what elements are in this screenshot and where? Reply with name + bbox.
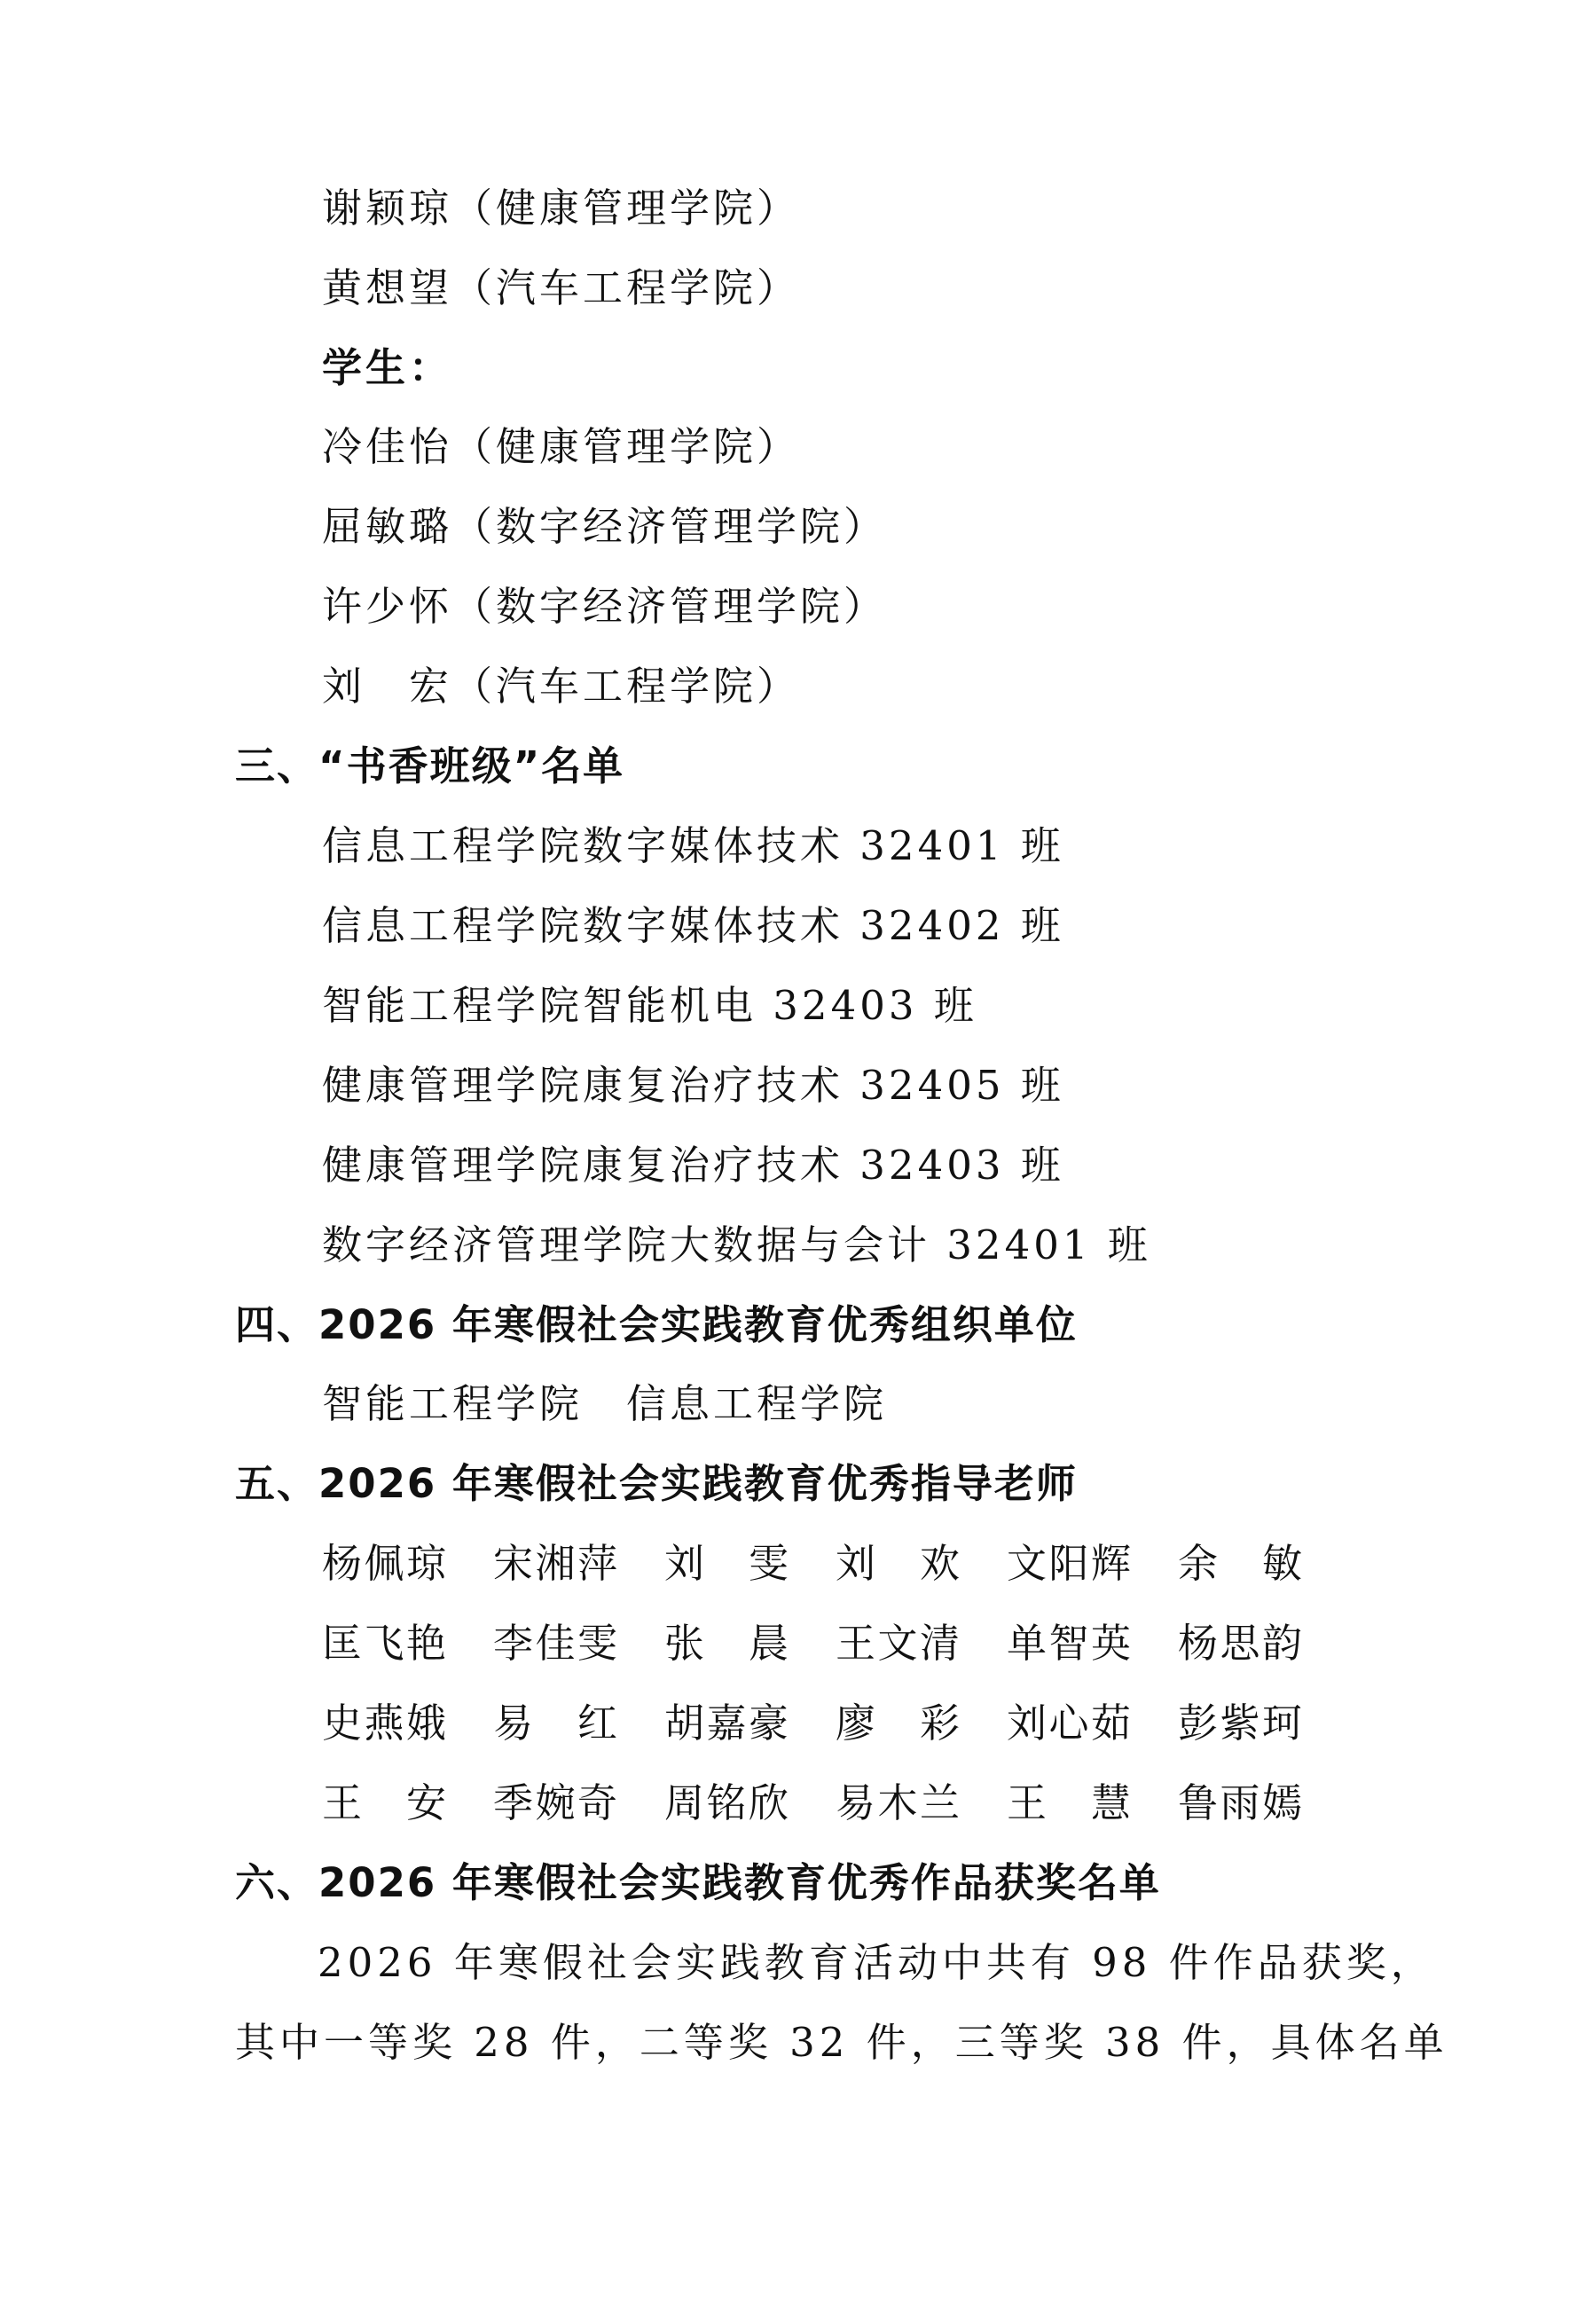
advisor-name: 史 燕 娥: [322, 1700, 446, 1747]
advisor-name: 杨 佩 琼: [322, 1540, 446, 1587]
advisor-name: 季 婉 奇: [493, 1779, 617, 1826]
award-paragraph-line: 2026 年寒假社会实践教育活动中共有 98 件作品获奖，: [318, 1939, 1435, 1986]
advisor-name: 彭 紫 珂: [1178, 1700, 1302, 1747]
advisor-name: 刘 欢: [836, 1540, 960, 1587]
section-5-heading: 五、2026 年寒假社会实践教育优秀指导老师: [235, 1460, 1078, 1507]
advisor-name-grid: [322, 1537, 1342, 1857]
advisor-name: 刘 雯: [664, 1540, 789, 1587]
advisor-name: 匡 飞 艳: [322, 1620, 446, 1667]
advisor-name: 杨 思 韵: [1178, 1620, 1302, 1667]
class-entry: 信息工程学院数字媒体技术 32402 班: [322, 902, 1064, 949]
advisor-name: 王 文 清: [836, 1620, 960, 1667]
advisor-name: 文 阳 辉: [1007, 1540, 1131, 1587]
teacher-entry: 谢颖琼（健康管理学院）: [322, 185, 801, 232]
advisor-name: 张 晨: [664, 1620, 789, 1667]
advisor-name: 刘 心 茹: [1007, 1700, 1131, 1747]
advisor-name: 宋 湘 萍: [493, 1540, 617, 1587]
student-entry: 冷佳怡（健康管理学院）: [322, 423, 801, 470]
class-entry: 智能工程学院智能机电 32403 班: [322, 982, 977, 1029]
section-3-heading: 三、“书香班级”名单: [235, 742, 625, 789]
advisor-name: 王 安: [322, 1779, 446, 1826]
student-entry: 屈敏璐（数字经济管理学院）: [322, 503, 888, 550]
advisor-name: 单 智 英: [1007, 1620, 1131, 1667]
section-4-heading: 四、2026 年寒假社会实践教育优秀组织单位: [235, 1301, 1078, 1348]
advisor-name: 鲁 雨 嫣: [1178, 1779, 1302, 1826]
student-entry: 刘 宏（汽车工程学院）: [322, 663, 801, 710]
teacher-entry: 黄想望（汽车工程学院）: [322, 264, 801, 311]
students-label: 学生：: [322, 344, 453, 391]
class-entry: 数字经济管理学院大数据与会计 32401 班: [322, 1221, 1151, 1268]
section-6-heading: 六、2026 年寒假社会实践教育优秀作品获奖名单: [235, 1859, 1161, 1906]
advisor-name: 易 木 兰: [836, 1779, 960, 1826]
advisor-name: 余 敏: [1178, 1540, 1302, 1587]
student-entry: 许少怀（数字经济管理学院）: [322, 583, 888, 630]
class-entry: 信息工程学院数字媒体技术 32401 班: [322, 822, 1064, 869]
advisor-name: 廖 彩: [836, 1700, 960, 1747]
organization-units: 智能工程学院 信息工程学院: [322, 1380, 888, 1427]
class-entry: 健康管理学院康复治疗技术 32403 班: [322, 1142, 1064, 1189]
award-paragraph-line: 其中一等奖 28 件，二等奖 32 件，三等奖 38 件，具体名单: [235, 2019, 1448, 2066]
advisor-name: 胡 嘉 豪: [664, 1700, 789, 1747]
class-entry: 健康管理学院康复治疗技术 32405 班: [322, 1062, 1064, 1109]
advisor-name: 易 红: [493, 1700, 617, 1747]
advisor-name: 王 慧: [1007, 1779, 1131, 1826]
advisor-name: 李 佳 雯: [493, 1620, 617, 1667]
advisor-name: 周 铭 欣: [664, 1779, 789, 1826]
